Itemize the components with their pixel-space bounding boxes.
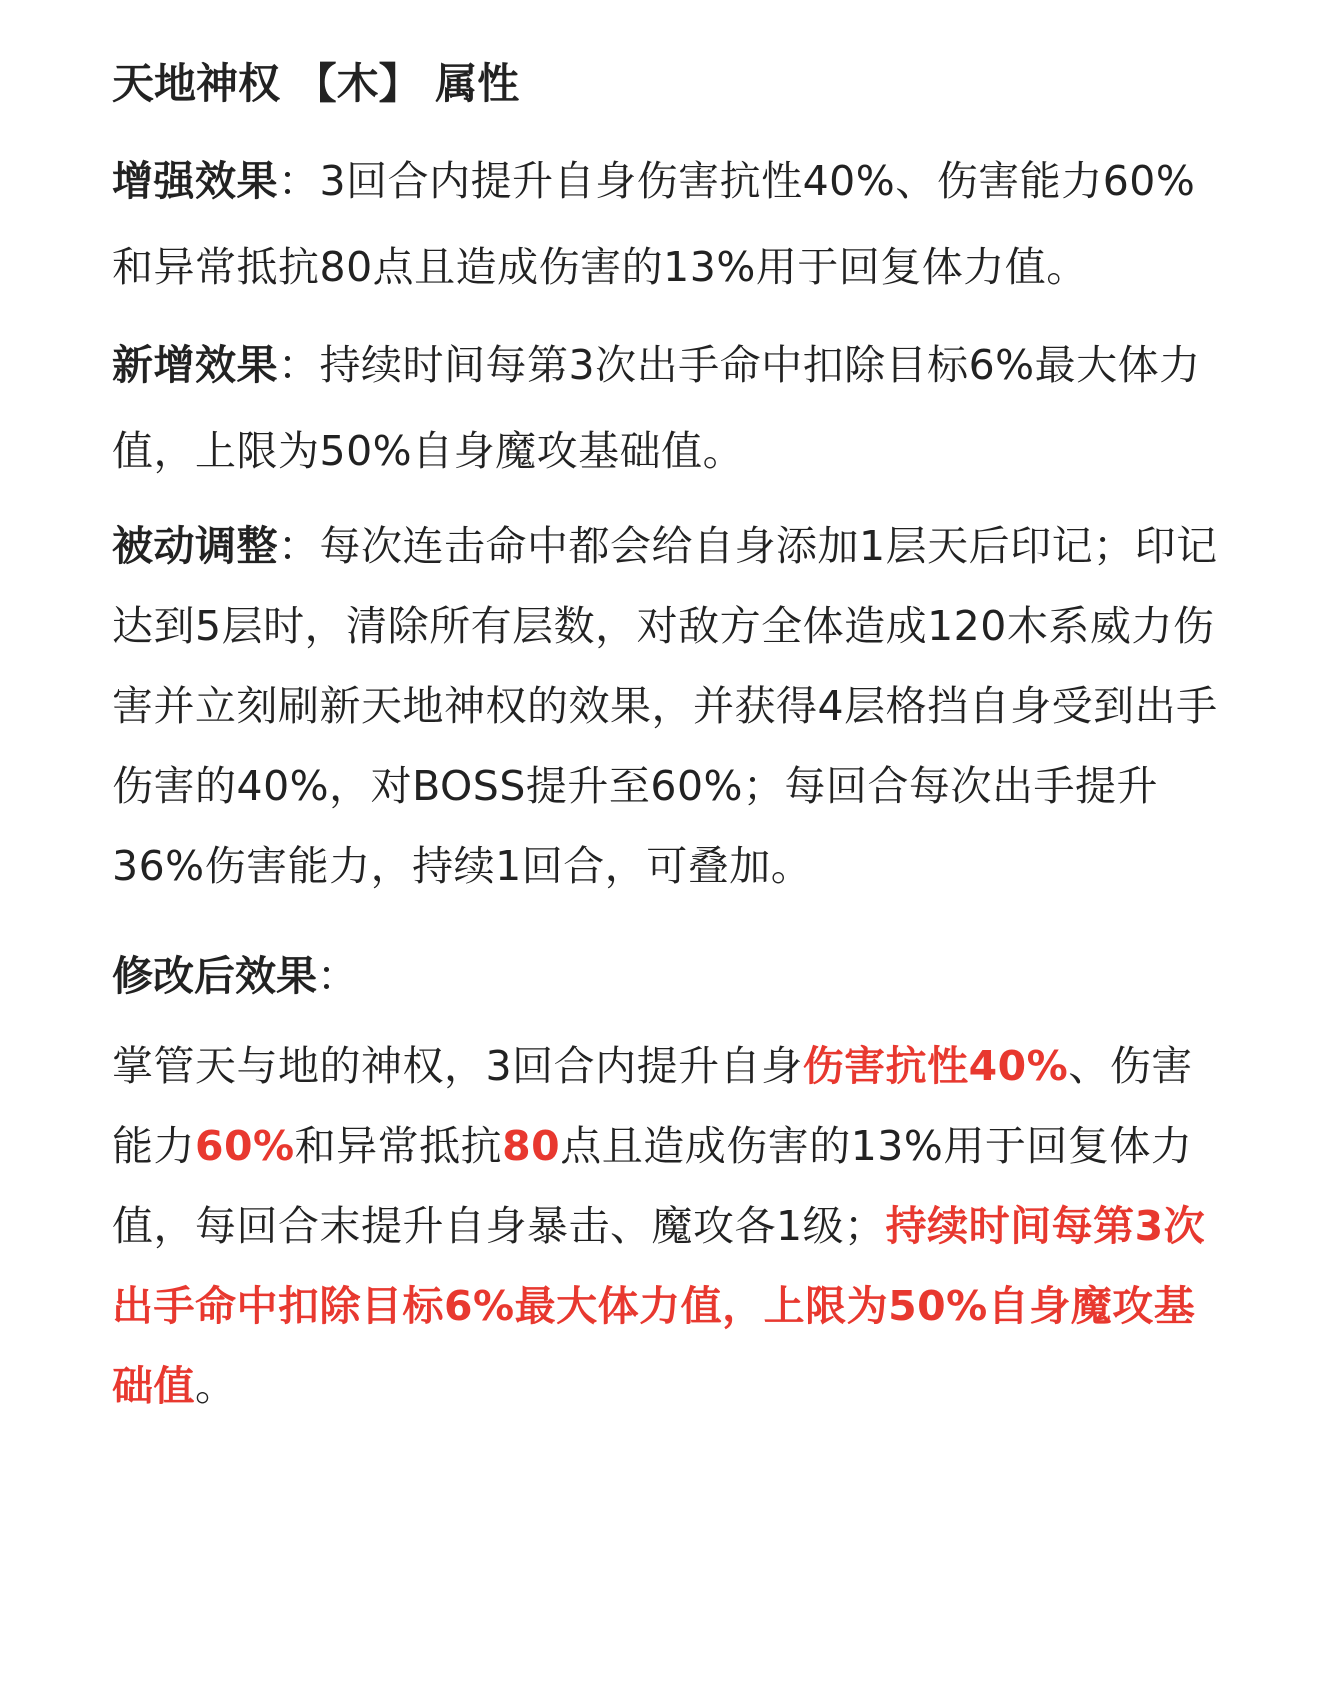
highlight-hp-deduction: 持续时间每第3次出手命中扣除目标6%最大体力值，上限为50%自身魔攻基础值 (112, 1202, 1206, 1410)
highlight-status-resist: 80 (502, 1122, 561, 1170)
added-effect-paragraph (112, 322, 1234, 494)
modified-text-segment: 点且造成伤害的13%用于回复体力值，每回合末提升自身暴击、魔攻各1级； (112, 1122, 1193, 1250)
modified-text-segment: 和异常抵抗 (294, 1122, 503, 1170)
enhance-effect-paragraph (112, 138, 1234, 310)
enhance-effect-colon: ： (278, 157, 320, 205)
enhance-effect-text: 3回合内提升自身伤害抗性40%、伤害能力60%和异常抵抗80点且造成伤害的13%用于回复体力值。 (112, 157, 1196, 291)
highlight-damage-power: 60% (195, 1122, 295, 1170)
highlight-damage-resist: 伤害抗性40% (802, 1042, 1069, 1090)
passive-adjust-paragraph (112, 506, 1234, 906)
passive-adjust-text: 每次连击命中都会给自身添加1层天后印记；印记达到5层时，清除所有层数，对敌方全体造成120木系威力伤害并立刻刷新天地神权的效果，并获得4层格挡自身受到出手伤害的40%，对BOSS提升至60%；每回合每次出手提升36%伤害能力，持续1回合，可叠加。 (112, 522, 1218, 890)
added-effect-label: 新增效果 (112, 341, 278, 389)
modified-effect-heading (112, 934, 1234, 1018)
added-effect-colon: ： (278, 341, 320, 389)
modified-effect-paragraph (112, 1026, 1234, 1426)
page-title: 天地神权 【木】 属性 (112, 59, 520, 108)
modified-text-segment: 掌管天与地的神权，3回合内提升自身 (112, 1042, 803, 1090)
added-effect-text: 持续时间每第3次出手命中扣除目标6%最大体力值，上限为50%自身魔攻基础值。 (112, 341, 1201, 475)
enhance-effect-label: 增强效果 (112, 157, 278, 205)
passive-adjust-label: 被动调整 (112, 522, 278, 570)
modified-text-segment: 、伤害能力 (112, 1042, 1193, 1170)
modified-effect-label: 修改后效果 (112, 952, 317, 1000)
modified-effect-colon: ： (317, 952, 358, 1000)
passive-adjust-colon: ： (278, 522, 320, 570)
modified-text-segment: 。 (195, 1362, 237, 1410)
